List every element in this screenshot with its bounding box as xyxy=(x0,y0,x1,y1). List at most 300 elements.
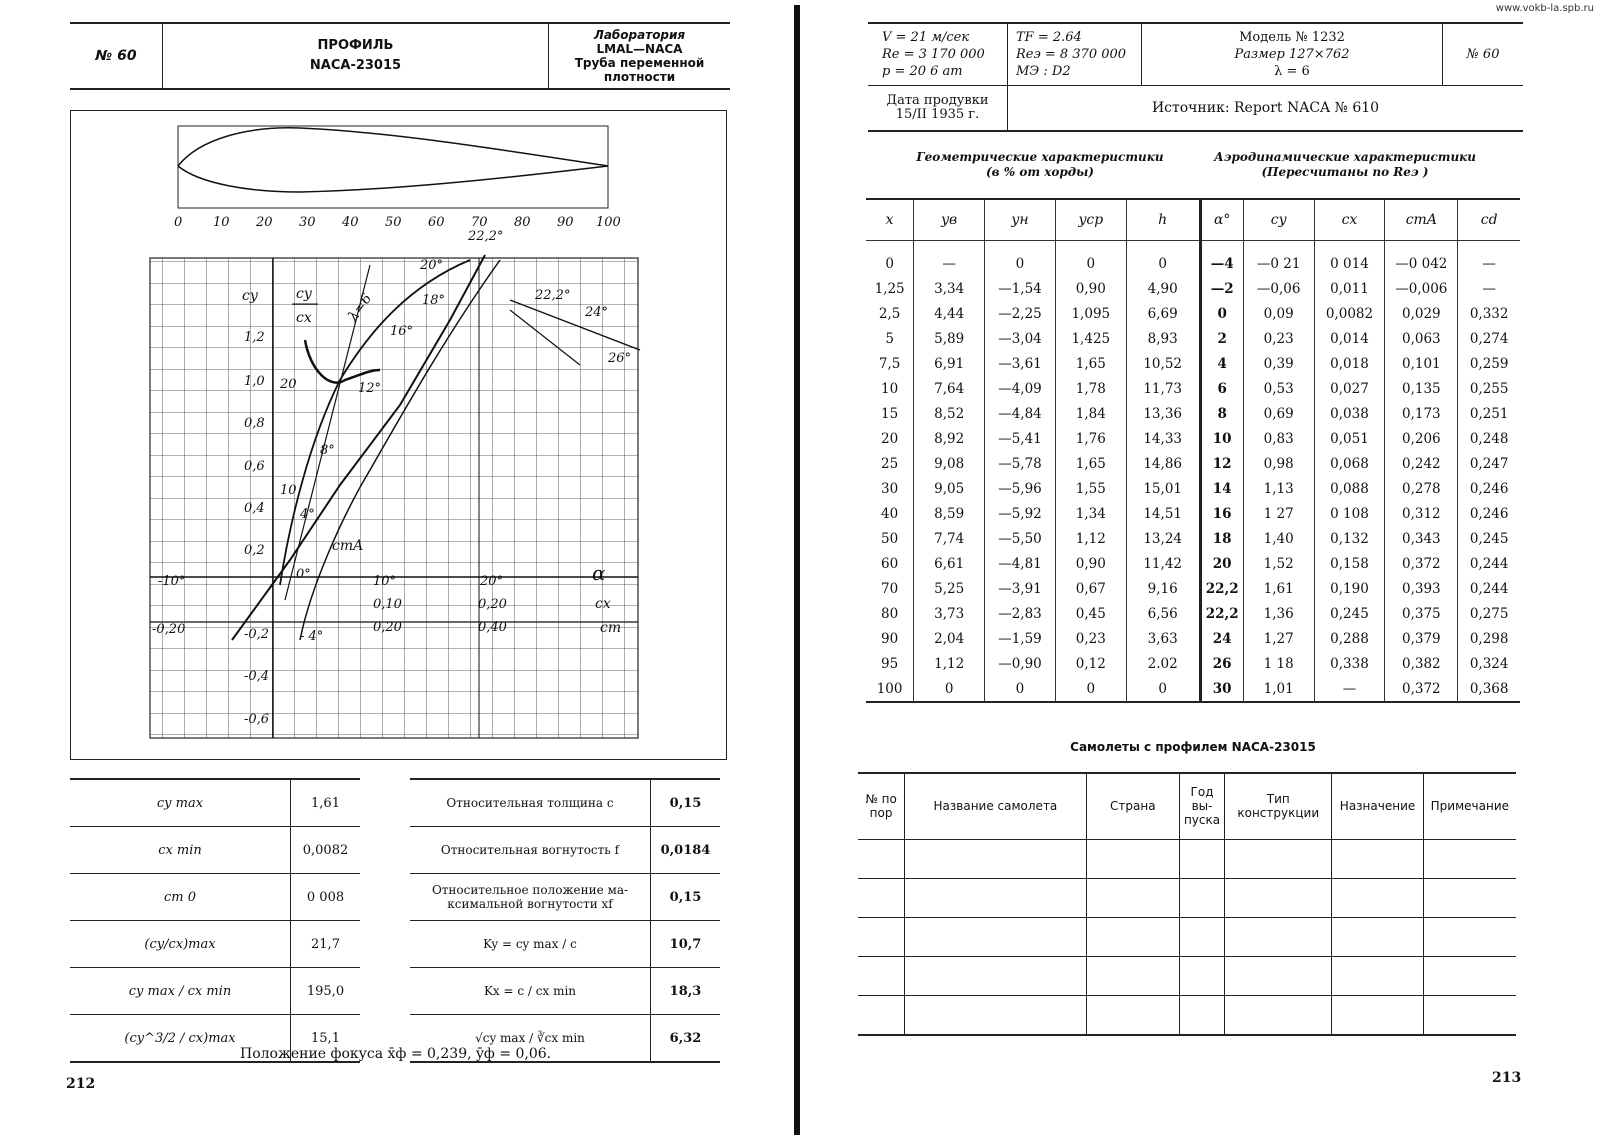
velocity: V = 21 м/сек xyxy=(882,29,970,45)
table-cell: 0 xyxy=(914,676,985,702)
lab-info xyxy=(549,23,731,89)
table-cell: 0,312 xyxy=(1385,501,1458,526)
table-cell: 8,92 xyxy=(914,426,985,451)
lower-surface xyxy=(178,166,608,192)
table-cell: 0,45 xyxy=(1055,601,1126,626)
coef-value: 0 008 xyxy=(291,874,361,921)
table-cell: 1,13 xyxy=(1243,476,1314,501)
profile-tick: 80 xyxy=(514,215,531,230)
table-cell: 0,288 xyxy=(1314,626,1385,651)
table-cell: 70 xyxy=(866,576,914,601)
table-cell: 14,86 xyxy=(1126,451,1200,476)
table-cell: 1,27 xyxy=(1243,626,1314,651)
planes-cell xyxy=(1423,878,1516,917)
profile-tick: 20 xyxy=(256,215,273,230)
table-cell: 0,027 xyxy=(1314,376,1385,401)
table-cell: —0,06 xyxy=(1243,276,1314,301)
planes-cell xyxy=(1179,917,1224,956)
table-cell: 2.02 xyxy=(1126,651,1200,676)
column-header: yн xyxy=(985,199,1056,241)
table-cell: —2,25 xyxy=(985,301,1056,326)
table-cell: —5,41 xyxy=(985,426,1056,451)
table-row xyxy=(866,326,1520,351)
table-cell: 30 xyxy=(866,476,914,501)
planes-cell xyxy=(1332,917,1423,956)
angle-label: 12° xyxy=(358,381,382,396)
spacer-cell xyxy=(1385,241,1458,252)
planes-cell xyxy=(858,917,905,956)
geom-value: 0,0184 xyxy=(651,827,721,874)
planes-cell xyxy=(1332,995,1423,1035)
profile-tick: 70 xyxy=(471,215,488,230)
table-cell: 14,51 xyxy=(1126,501,1200,526)
table-row xyxy=(866,476,1520,501)
table-cell: 0,379 xyxy=(1385,626,1458,651)
angle-label: - 4° xyxy=(300,629,324,644)
angle-label: 0° xyxy=(296,567,311,582)
table-cell: 4 xyxy=(1200,351,1243,376)
table-cell: 0 xyxy=(866,251,914,276)
planes-cell xyxy=(1225,995,1332,1035)
table-cell: 1,095 xyxy=(1055,301,1126,326)
planes-column-header: Год вы- пуска xyxy=(1179,773,1224,839)
spacer-cell xyxy=(985,241,1056,252)
table-cell: 2,04 xyxy=(914,626,985,651)
page-number-left: 212 xyxy=(66,1076,96,1092)
table-cell: 0,338 xyxy=(1314,651,1385,676)
planes-row xyxy=(858,995,1516,1035)
table-cell: 0,244 xyxy=(1469,555,1509,572)
scale-tick: -0,4 xyxy=(244,669,270,684)
planes-cell xyxy=(1332,878,1423,917)
coef-name: cy max xyxy=(70,779,291,827)
column-header: cmA xyxy=(1385,199,1458,241)
table-cell: 0 xyxy=(1126,676,1200,702)
table-cell: 0,101 xyxy=(1385,351,1458,376)
table-row xyxy=(866,401,1520,426)
coef-row xyxy=(70,779,360,827)
table-cell: —0 042 xyxy=(1385,251,1458,276)
alpha-tick: 20° xyxy=(480,574,504,589)
planes-cell xyxy=(1086,878,1179,917)
table-cell: 0,248 xyxy=(1469,430,1509,447)
planes-cell xyxy=(1332,956,1423,995)
geom-row xyxy=(410,874,720,921)
table-cell: 1,12 xyxy=(1055,526,1126,551)
angle-label: 22,2° xyxy=(535,288,571,303)
table-cell: 7,74 xyxy=(914,526,985,551)
geom-name: Относительная вогнутость f xyxy=(410,827,651,874)
planes-cell xyxy=(1225,917,1332,956)
table-cell: — xyxy=(1482,280,1496,297)
table-cell: 0,39 xyxy=(1243,351,1314,376)
planes-row xyxy=(858,917,1516,956)
table-cell: 0,90 xyxy=(1055,276,1126,301)
column-header: h xyxy=(1126,199,1200,241)
table-cell: 11,42 xyxy=(1126,551,1200,576)
table-cell: 0,12 xyxy=(1055,651,1126,676)
table-cell: 0 xyxy=(1055,676,1126,702)
table-cell: 0 xyxy=(1200,301,1243,326)
source: Источник: Report NACA № 610 xyxy=(1008,85,1524,131)
coef-row xyxy=(70,921,360,968)
table-cell: 1,55 xyxy=(1055,476,1126,501)
table-cell: 6,56 xyxy=(1126,601,1200,626)
planes-cell xyxy=(1423,995,1516,1035)
profile-number: № 60 xyxy=(70,23,163,89)
table-cell: 6 xyxy=(1200,376,1243,401)
planes-column-header: Примечание xyxy=(1423,773,1516,839)
table-cell: 9,08 xyxy=(914,451,985,476)
cx-tick: 0,10 xyxy=(373,597,402,612)
table-cell: 22,2 xyxy=(1200,576,1243,601)
table-cell: 9,05 xyxy=(914,476,985,501)
table-cell: —1,54 xyxy=(985,276,1056,301)
table-cell: —5,92 xyxy=(985,501,1056,526)
table-cell: 24 xyxy=(1200,626,1243,651)
planes-table xyxy=(858,772,1516,1036)
table-cell: 5,25 xyxy=(914,576,985,601)
title-line1: ПРОФИЛЬ xyxy=(317,38,394,53)
table-row xyxy=(866,676,1520,702)
tf-value: TF = 2.64 xyxy=(1016,29,1082,45)
table-cell: 16 xyxy=(1200,501,1243,526)
table-cell: 14,33 xyxy=(1126,426,1200,451)
geom-title xyxy=(910,150,1170,180)
table-cell: 8,93 xyxy=(1126,326,1200,351)
table-cell: —5,50 xyxy=(985,526,1056,551)
aero-title-line1: Аэродинамические характеристики xyxy=(1213,150,1477,164)
aspect-ratio: λ = 6 xyxy=(1274,63,1310,79)
scale-tick: 0,2 xyxy=(244,543,265,558)
table-cell: —0 21 xyxy=(1243,251,1314,276)
profile-ticks xyxy=(174,215,621,230)
cx-tick: 0,20 xyxy=(478,597,507,612)
geom-value: 10,7 xyxy=(651,921,721,968)
watermark: www.vokb-la.spb.ru xyxy=(1495,3,1594,14)
table-cell: —2 xyxy=(1200,276,1243,301)
table-cell: 0 xyxy=(985,676,1056,702)
table-cell: 0,011 xyxy=(1314,276,1385,301)
label-cm: cm xyxy=(600,620,622,636)
model-size: Размер 127×762 xyxy=(1234,46,1350,62)
geom-title-line1: Геометрические характеристики xyxy=(916,150,1164,164)
table-cell: 0,246 xyxy=(1469,480,1509,497)
coef-value: 21,7 xyxy=(291,921,361,968)
column-header: cd xyxy=(1458,199,1520,241)
angle-label: 26° xyxy=(608,351,632,366)
table-row xyxy=(866,626,1520,651)
table-cell: —5,96 xyxy=(985,476,1056,501)
table-cell: 0,274 xyxy=(1469,330,1509,347)
table-cell: 0,298 xyxy=(1469,630,1509,647)
label-alpha: α xyxy=(592,561,606,585)
right-header xyxy=(868,22,1523,132)
table-cell: 20 xyxy=(866,426,914,451)
table-cell: 14 xyxy=(1200,476,1243,501)
coef-name: cy max / cx min xyxy=(70,968,291,1015)
spacer-cell xyxy=(914,241,985,252)
table-cell: — xyxy=(1314,676,1385,702)
table-cell: 0 014 xyxy=(1314,251,1385,276)
planes-row xyxy=(858,878,1516,917)
planes-cell xyxy=(1179,878,1224,917)
table-cell: 18 xyxy=(1200,526,1243,551)
table-cell: 0,332 xyxy=(1469,305,1509,322)
profile-title xyxy=(163,23,549,89)
table-row xyxy=(866,451,1520,476)
geom-row xyxy=(410,779,720,827)
coef-value: 195,0 xyxy=(291,968,361,1015)
planes-cell xyxy=(858,878,905,917)
geom-value: 0,15 xyxy=(651,874,721,921)
table-cell: 0,158 xyxy=(1314,551,1385,576)
planes-cell xyxy=(1179,839,1224,878)
planes-row xyxy=(858,956,1516,995)
table-cell: 3,63 xyxy=(1126,626,1200,651)
table-cell: —3,04 xyxy=(985,326,1056,351)
planes-cell xyxy=(905,917,1087,956)
profile-tick: 0 xyxy=(174,215,183,230)
table-cell: 0,53 xyxy=(1243,376,1314,401)
table-cell: 0 xyxy=(1126,251,1200,276)
table-cell: 30 xyxy=(1200,676,1243,702)
ratio-tick: 10 xyxy=(280,483,297,498)
data-table xyxy=(866,198,1520,703)
spacer-cell xyxy=(866,241,914,252)
spacer-row xyxy=(866,241,1520,252)
column-header: α° xyxy=(1200,199,1243,241)
geom-row xyxy=(410,968,720,1015)
table-cell: 0,247 xyxy=(1469,455,1509,472)
left-page xyxy=(0,0,790,1141)
planes-column-header: Название самолета xyxy=(905,773,1087,839)
coef-row xyxy=(70,968,360,1015)
label-cycx-num: cy xyxy=(296,286,312,302)
geom-name xyxy=(410,874,651,921)
planes-cell xyxy=(858,995,905,1035)
lab-line2: LMAL—NACA xyxy=(596,42,683,56)
column-header: x xyxy=(866,199,914,241)
table-cell: 5 xyxy=(866,326,914,351)
pressure: p = 20 6 ат xyxy=(882,63,963,79)
table-cell: 0,23 xyxy=(1243,326,1314,351)
date-value: 15/II 1935 г. xyxy=(895,106,980,122)
table-cell: 0 xyxy=(1055,251,1126,276)
focus-position: Положение фокуса x̄ф = 0,239, ȳф = 0,06. xyxy=(240,1046,552,1062)
label-cmA: cmA xyxy=(332,538,364,554)
table-cell: —4,09 xyxy=(985,376,1056,401)
table-cell: 1,25 xyxy=(866,276,914,301)
spacer-cell xyxy=(1314,241,1385,252)
table-row xyxy=(866,651,1520,676)
table-cell: —4 xyxy=(1200,251,1243,276)
table-cell: 12 xyxy=(1200,451,1243,476)
planes-cell xyxy=(1086,956,1179,995)
table-cell: 100 xyxy=(866,676,914,702)
table-cell: 13,24 xyxy=(1126,526,1200,551)
table-cell: 5,89 xyxy=(914,326,985,351)
lab-line3: Труба переменной xyxy=(574,56,705,70)
table-cell: 0,90 xyxy=(1055,551,1126,576)
scale-tick: 1,0 xyxy=(244,374,265,389)
table-cell: 10,52 xyxy=(1126,351,1200,376)
table-row xyxy=(866,426,1520,451)
table-cell: 10 xyxy=(866,376,914,401)
table-cell: 0,244 xyxy=(1469,580,1509,597)
table-cell: 0,69 xyxy=(1243,401,1314,426)
geom-name: Kx = c / cx min xyxy=(410,968,651,1015)
table-cell: 6,69 xyxy=(1126,301,1200,326)
table-cell: —0,006 xyxy=(1385,276,1458,301)
planes-cell xyxy=(905,839,1087,878)
right-page xyxy=(800,0,1600,1141)
angle-label: 22,2° xyxy=(468,229,504,244)
geom-title-line2: (в % от хорды) xyxy=(986,165,1094,179)
spacer-cell xyxy=(1243,241,1314,252)
table-row xyxy=(866,351,1520,376)
geom-value: 6,32 xyxy=(651,1015,721,1063)
table-cell: 0,368 xyxy=(1469,680,1509,697)
left-header xyxy=(70,22,730,90)
planes-cell xyxy=(1423,917,1516,956)
planes-cell xyxy=(858,956,905,995)
table-cell: 0,67 xyxy=(1055,576,1126,601)
scale-tick: 0,8 xyxy=(244,416,265,431)
aero-title-line2: (Пересчитаны по Reэ ) xyxy=(1261,165,1429,179)
planes-cell xyxy=(1225,839,1332,878)
table-cell: 9,16 xyxy=(1126,576,1200,601)
table-cell: 3,73 xyxy=(914,601,985,626)
table-cell: — xyxy=(914,251,985,276)
profile-tick: 50 xyxy=(385,215,402,230)
table-cell: 95 xyxy=(866,651,914,676)
table-cell: 0,018 xyxy=(1314,351,1385,376)
table-cell: 1,76 xyxy=(1055,426,1126,451)
table-cell: 1,425 xyxy=(1055,326,1126,351)
angle-label: 18° xyxy=(422,293,446,308)
table-cell: 0,173 xyxy=(1385,401,1458,426)
turbulence-info xyxy=(1008,23,1142,85)
geom-row xyxy=(410,827,720,874)
planes-column-header: № по пор xyxy=(858,773,905,839)
planes-cell xyxy=(1225,878,1332,917)
angle-label: 8° xyxy=(320,443,335,458)
planes-cell xyxy=(1086,839,1179,878)
coef-table xyxy=(70,778,360,1063)
planes-cell xyxy=(1086,917,1179,956)
table-row xyxy=(866,601,1520,626)
reynolds: Re = 3 170 000 xyxy=(882,46,985,62)
table-cell: 40 xyxy=(866,501,914,526)
table-cell: 0,372 xyxy=(1385,551,1458,576)
table-cell: 3,34 xyxy=(914,276,985,301)
alpha-tick: 10° xyxy=(373,574,397,589)
table-cell: 1,34 xyxy=(1055,501,1126,526)
table-row xyxy=(866,526,1520,551)
table-cell: 0,088 xyxy=(1314,476,1385,501)
profile-tick: 90 xyxy=(557,215,574,230)
aero-title xyxy=(1210,150,1480,180)
coef-name: (cy/cx)max xyxy=(70,921,291,968)
coef-row xyxy=(70,827,360,874)
table-cell: 50 xyxy=(866,526,914,551)
table-cell: 0,343 xyxy=(1385,526,1458,551)
table-cell: 0,375 xyxy=(1385,601,1458,626)
planes-cell xyxy=(905,878,1087,917)
table-row xyxy=(866,251,1520,276)
table-cell: —3,61 xyxy=(985,351,1056,376)
table-cell: 15 xyxy=(866,401,914,426)
table-cell: 0,382 xyxy=(1385,651,1458,676)
table-cell: 0,324 xyxy=(1469,655,1509,672)
table-cell: 60 xyxy=(866,551,914,576)
label-cycx-den: cx xyxy=(296,310,312,326)
table-cell: 6,91 xyxy=(914,351,985,376)
table-cell: 4,44 xyxy=(914,301,985,326)
profile-number-right: № 60 xyxy=(1443,23,1524,85)
planes-column-header: Тип конструкции xyxy=(1225,773,1332,839)
table-cell: 0,135 xyxy=(1385,376,1458,401)
table-cell: 1,40 xyxy=(1243,526,1314,551)
planes-cell xyxy=(1423,839,1516,878)
table-cell: 1,61 xyxy=(1243,576,1314,601)
table-cell: 1,78 xyxy=(1055,376,1126,401)
geom-value: 0,15 xyxy=(651,779,721,827)
table-cell: 15,01 xyxy=(1126,476,1200,501)
profile-tick: 30 xyxy=(299,215,316,230)
table-cell: —0,90 xyxy=(985,651,1056,676)
table-cell: 0,09 xyxy=(1243,301,1314,326)
geom-name-line1: Относительное положение ма- xyxy=(431,883,629,897)
alpha-tick: -10° xyxy=(158,574,186,589)
table-cell: 13,36 xyxy=(1126,401,1200,426)
coef-name: cx min xyxy=(70,827,291,874)
table-cell: —5,78 xyxy=(985,451,1056,476)
polar-chart xyxy=(140,229,650,750)
column-header: yср xyxy=(1055,199,1126,241)
geom-name-line2: ксимальной вогнутости xf xyxy=(447,897,613,911)
table-cell: 80 xyxy=(866,601,914,626)
spacer-cell xyxy=(1458,241,1520,252)
planes-cell xyxy=(1332,839,1423,878)
table-cell: 0,246 xyxy=(1469,505,1509,522)
planes-cell xyxy=(1225,956,1332,995)
geom-table xyxy=(410,778,720,1063)
table-cell: —4,81 xyxy=(985,551,1056,576)
table-cell: 0,83 xyxy=(1243,426,1314,451)
geom-name: Относительная толщина c xyxy=(410,779,651,827)
table-cell: 1,01 xyxy=(1243,676,1314,702)
table-row xyxy=(866,301,1520,326)
table-row xyxy=(866,501,1520,526)
table-cell: 0,275 xyxy=(1469,605,1509,622)
table-cell: —1,59 xyxy=(985,626,1056,651)
scale-tick: -0,6 xyxy=(244,712,270,727)
angle-label: 4° xyxy=(300,507,315,522)
model-number: Модель № 1232 xyxy=(1239,29,1345,45)
table-cell: 7,64 xyxy=(914,376,985,401)
table-row xyxy=(866,376,1520,401)
coef-value: 0,0082 xyxy=(291,827,361,874)
page-number-right: 213 xyxy=(1492,1070,1522,1086)
table-cell: 1,65 xyxy=(1055,351,1126,376)
table-cell: 8,52 xyxy=(914,401,985,426)
column-header: cy xyxy=(1243,199,1314,241)
coef-name: (cy^3/2 / cx)max xyxy=(70,1015,291,1063)
coef-row xyxy=(70,874,360,921)
profile-tick: 60 xyxy=(428,215,445,230)
